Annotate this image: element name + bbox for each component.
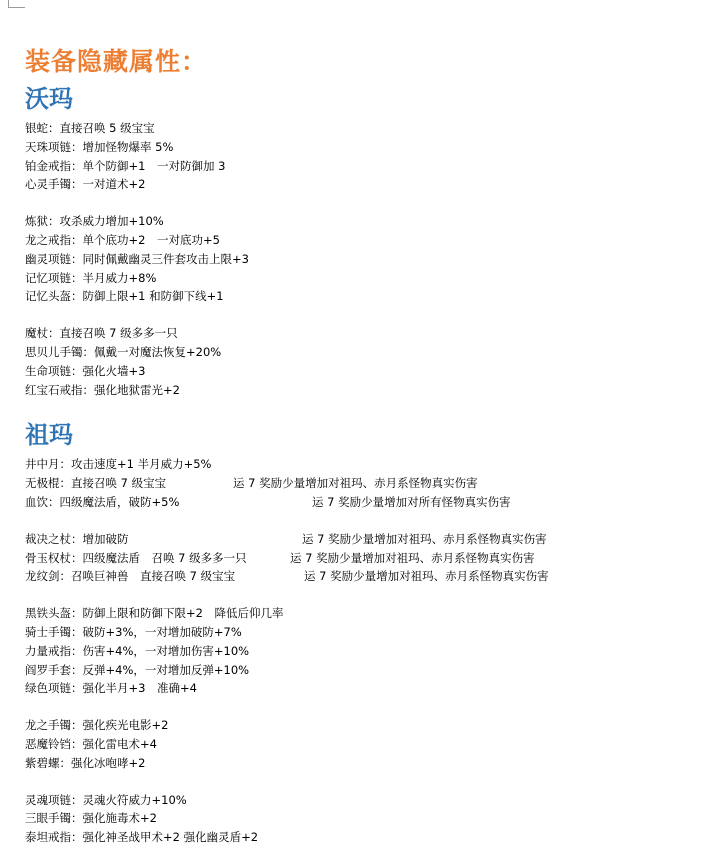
item-effect: 强化火墙+3 [82,363,146,378]
item-note: 运 7 奖励少量增加对祖玛、赤月系怪物真实伤害 [233,476,478,491]
item-line [25,549,695,568]
item-name: 幽灵项链： [25,251,83,266]
item-line [25,809,695,828]
item-line [25,362,695,381]
item-line [25,642,695,661]
item-line [25,175,695,194]
item-name: 灵魂项链： [25,792,83,807]
item-effect: 防御上限和防御下限+2 降低后仰几率 [82,606,284,621]
item-line [25,474,695,493]
paragraph-gap [25,773,695,791]
item-name: 龙之手镯： [25,718,83,733]
item-line [25,455,695,474]
item-group [25,324,695,399]
item-group [25,212,695,306]
item-line [25,754,695,773]
item-line [25,138,695,157]
item-line [25,493,695,512]
item-line [25,157,695,176]
item-effect: 召唤巨神兽 直接召唤 7 级宝宝 [71,569,236,584]
item-effect: 增加破防 [82,531,129,546]
item-effect: 强化神圣战甲术+2 强化幽灵盾+2 [82,830,259,845]
item-name: 绿色项链： [25,681,83,696]
item-effect: 破防+3%，一对增加破防+7% [82,624,242,639]
item-effect: 直接召唤 5 级宝宝 [59,121,155,135]
item-effect: 一对道术+2 [82,177,146,192]
item-note: 运 7 奖励少量增加对祖玛、赤月系怪物真实伤害 [302,531,547,546]
item-name: 血饮： [25,494,60,509]
item-effect: 四级魔法盾 召唤 7 级多多一只 [82,550,247,565]
item-name: 生命项链： [25,363,83,378]
item-line [25,530,695,549]
item-name: 三眼手镯： [25,811,83,826]
item-name: 天珠项链： [25,139,83,154]
paragraph-gap [25,698,695,716]
item-effect: 攻杀威力增加+10% [59,214,164,229]
item-line [25,735,695,754]
item-effect: 单个防御+1 一对防御加 3 [82,158,226,173]
item-group [25,530,695,586]
item-line [25,828,695,847]
item-line [25,343,695,362]
item-effect: 强化施毒术+2 [82,811,157,826]
item-effect: 半月威力+8% [82,270,157,285]
item-line [25,381,695,400]
item-note: 运 7 奖励少量增加对所有怪物真实伤害 [312,494,511,509]
item-group [25,716,695,772]
item-line [25,231,695,250]
item-effect: 灵魂火符威力+10% [82,792,187,807]
item-effect: 强化雷电术+4 [82,736,157,751]
item-name: 心灵手镯： [25,177,83,192]
item-name: 铂金戒指： [25,158,83,173]
item-note: 运 7 奖励少量增加对祖玛、赤月系怪物真实伤害 [304,569,549,584]
section-heading-zuma: 祖玛 [25,420,73,450]
item-name: 紫碧螺： [25,755,71,770]
item-name: 泰坦戒指： [25,830,83,845]
item-group [25,791,695,847]
item-name: 银蛇： [25,121,60,135]
item-name: 记忆项链： [25,270,83,285]
item-name: 力量戒指： [25,643,83,658]
page-corner-mark [8,0,25,8]
item-line [25,119,695,138]
item-name: 魔杖： [25,326,60,341]
document-title: 装备隐藏属性： [25,47,208,76]
paragraph-gap [25,512,695,530]
item-effect: 防御上限+1 和防御下线+1 [82,289,224,304]
item-effect: 增加怪物爆率 5% [82,139,174,154]
item-line [25,679,695,698]
item-line [25,791,695,810]
item-effect: 伤害+4%，一对增加伤害+10% [82,643,250,658]
item-name: 黑铁头盔： [25,606,83,621]
item-effect: 反弹+4%，一对增加反弹+10% [82,662,250,677]
item-effect: 强化疾光电影+2 [82,718,169,733]
item-name: 思贝儿手镯： [25,344,94,359]
item-line [25,567,695,586]
paragraph-gap [25,306,695,324]
item-line [25,287,695,306]
item-line [25,324,695,343]
document-page [25,47,695,847]
item-name: 骑士手镯： [25,624,83,639]
item-line [25,250,695,269]
section-heading-woma: 沃玛 [25,84,73,113]
item-effect: 直接召唤 7 级多多一只 [59,326,178,341]
item-line [25,661,695,680]
item-note: 运 7 奖励少量增加对祖玛、赤月系怪物真实伤害 [290,550,535,565]
item-effect: 强化冰咆哮+2 [71,755,146,770]
item-name: 红宝石戒指： [25,382,94,397]
item-group [25,455,695,511]
item-name: 井中月： [25,457,71,472]
item-effect: 同时佩戴幽灵三件套攻击上限+3 [82,251,249,266]
item-line [25,212,695,231]
item-name: 裁决之杖： [25,531,83,546]
item-name: 阎罗手套： [25,662,83,677]
item-effect: 攻击速度+1 半月威力+5% [71,457,212,472]
item-name: 恶魔铃铛： [25,736,83,751]
paragraph-gap [25,194,695,212]
item-group [25,604,695,698]
item-name: 骨玉权杖： [25,550,83,565]
item-effect: 强化地狱雷光+2 [94,382,180,397]
item-effect: 强化半月+3 准确+4 [82,681,197,696]
paragraph-gap [25,399,695,417]
item-line [25,269,695,288]
item-effect: 单个底功+2 一对底功+5 [82,232,220,247]
item-name: 记忆头盔： [25,289,83,304]
item-effect: 四级魔法盾，破防+5% [59,494,180,509]
item-name: 龙之戒指： [25,232,83,247]
item-name: 龙纹剑： [25,569,71,584]
item-group [25,119,695,194]
item-line [25,604,695,623]
item-effect: 佩戴一对魔法恢复+20% [94,344,222,359]
item-line [25,623,695,642]
item-effect: 直接召唤 7 级宝宝 [71,476,167,491]
item-name: 无极棍： [25,476,71,491]
item-line [25,716,695,735]
paragraph-gap [25,586,695,604]
item-name: 炼狱： [25,214,60,229]
